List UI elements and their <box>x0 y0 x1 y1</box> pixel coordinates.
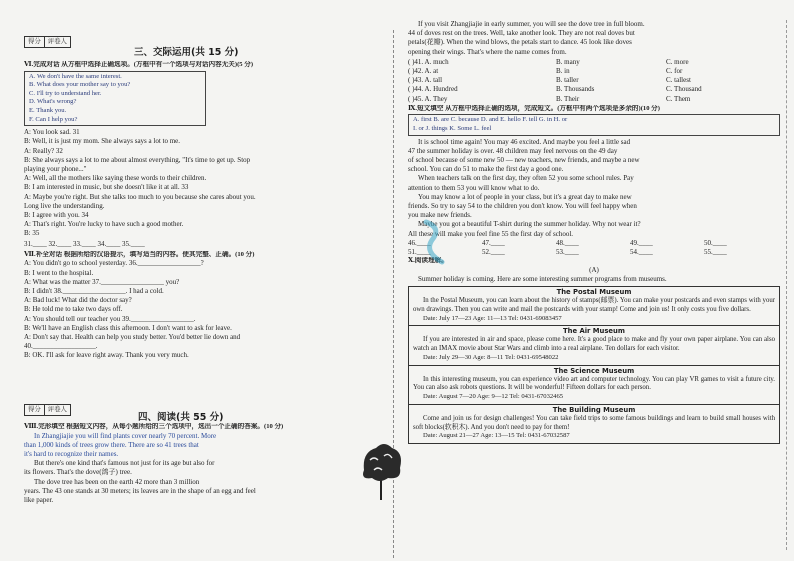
section-3-body <box>24 61 380 361</box>
dialog1-line: A: That's right. You're lucky to have such a good mother. <box>24 220 184 229</box>
dialog2-line: A: You should tell our teacher you 39.__________________. <box>24 314 196 323</box>
choice-row: ( )42. A. at B. in C. for <box>408 67 683 76</box>
museum-air <box>409 326 779 365</box>
score-label: 得分 <box>25 405 45 415</box>
cloze-line: But there's one kind that's famous not just for its age but also for <box>34 459 215 468</box>
option-b: B. What does your mother say to you? <box>29 81 131 89</box>
passage-line: school. You can do 51 to make the first day a good one. <box>408 165 564 174</box>
cloze-cont-line: 44 of doves rest on the trees. Well, take another look. They are not real doves but <box>408 29 635 38</box>
museum-text: In this interesting museum, you can experience video art and computer technology. You can play VR games to visit a future city. You can also ask robots questions. It will be wonderful! Fifteen dollars for each person. <box>413 375 775 392</box>
museum-details: Date: August 21—27 Age: 13—15 Tel: 0431-67032587 <box>423 432 570 440</box>
part10-heading: Ⅹ.阅读理解。 <box>408 257 448 265</box>
cloze-line: years. The 43 one stands at 30 meters; its leaves are in the shape of an egg and feel <box>24 486 256 495</box>
dialog2-line: B: I went to the hospital. <box>24 268 94 277</box>
museum-building <box>409 405 779 443</box>
option-c: C. I'll try to understand her. <box>29 89 102 97</box>
choice-row: ( )41. A. much B. many C. more <box>408 57 689 66</box>
cloze-cont-line: If you visit Zhangjiajie in early summer, you will see the dove tree in full bloom. <box>418 20 645 28</box>
museum-title: The Postal Museum <box>556 288 632 297</box>
cloze-cont-line: opening their wings. That's where the name comes from. <box>408 47 567 56</box>
passage-line: When teachers talk on the first day, they often 52 you some school rules. Pay <box>418 174 634 183</box>
cloze-line: The dove tree has been on the earth 42 more than 3 million <box>34 477 200 486</box>
dove-tree-illustration <box>358 440 404 502</box>
dialog1-line: B: I am interested in music, but she doesn't like it at all. 33 <box>24 183 189 192</box>
museum-text: In the Postal Museum, you can learn about the history of stamps(邮票). You can make your postcards and even stamps with your own drawings. Then you can write and mail the postcards with your stamp! Come and join us! It only costs you five dollars. <box>413 297 775 314</box>
option-e: E. Thank you. <box>29 106 67 114</box>
choice-row: ( )45. A. They B. Their C. Them <box>408 94 691 103</box>
part8-heading: Ⅷ.完形填空 根据短文内容，从每小题所给的三个选项中，选出一个正确的答案。(10 分) <box>24 423 284 430</box>
passage-line: attention to them 53 you will know what to do. <box>408 183 540 192</box>
dialog2-line: B: OK. I'll ask for leave right away. Thank you very much. <box>24 351 189 360</box>
choice-row: ( )43. A. tall B. taller C. tallest <box>408 76 691 85</box>
museum-details: Date: July 29—30 Age: 8—11 Tel: 0431-69548022 <box>423 354 559 362</box>
cloze-line: it's hard to recognize their names. <box>24 450 119 458</box>
passage-line: You may know a lot of people in your class, but it's a great day to make new <box>418 192 632 201</box>
dialog1-line: Long live the understanding. <box>24 201 105 210</box>
passage-line: Maybe you got a beautiful T-shirt during the summer holiday. Why not wear it? <box>418 220 641 229</box>
section-4-body <box>24 423 380 505</box>
museum-text: Come and join us for design challenges! You can take field trips to some famous buildings and learn to build small houses with soft blocks(软积木). And you don't need to pay for them! <box>413 414 775 431</box>
dialog1-line: A: Really? 32 <box>24 146 63 155</box>
passage-line: It is school time again! You may 46 excited. And maybe you feel a little sad <box>418 137 631 146</box>
museum-postal <box>409 287 779 326</box>
museum-title: The Science Museum <box>553 366 635 375</box>
option-d: D. What's wrong? <box>29 98 77 106</box>
passage-line: All these will make you feel fine 55 the first day of school. <box>408 229 574 238</box>
museum-science <box>409 366 779 405</box>
dialog2-line: A: You didn't go to school yesterday. 36.__________________? <box>24 259 204 268</box>
passage-line: friends. So try to say 54 to the children you don't know. You will feel happy when <box>408 202 637 211</box>
museum-text: If you are interested in air and space, please come here. It's a good place to make and fly your own paper airplane. You can also watch an IMAX movie about Star Wars and climb into a real airplane. Ten dollars for each visitor. <box>413 336 775 353</box>
dialog2-line: A: What was the matter 37.__________________ you? <box>24 277 180 286</box>
dialog1-line: A: Maybe you're right. But she talks too much to you because she cares about you. <box>24 192 256 201</box>
grader-label: 评卷人 <box>47 38 67 45</box>
section-3-title: 三、交际运用(共 15 分) <box>134 47 239 58</box>
part6-answer-row: 31.____ 32.____ 33.____ 34.____ 35.____ <box>24 239 145 248</box>
cloze-line: like paper. <box>24 496 54 505</box>
option-a: A. We don't have the same interest. <box>29 72 122 80</box>
dialog2-line: 40.__________________. <box>24 342 98 351</box>
cloze-choices <box>408 58 780 104</box>
dialog2-line: A: Bad luck! What did the doctor say? <box>24 296 132 305</box>
cloze-line: its flowers. That's the dove(鸽子) tree. <box>24 468 132 477</box>
museum-programs-table <box>408 286 780 444</box>
part6-option-box <box>24 71 206 127</box>
binding-line <box>786 20 787 550</box>
section-4-title: 四、阅读(共 55 分) <box>138 412 224 423</box>
watermark-mark <box>422 218 448 266</box>
museum-details: Date: August 7—20 Age: 9—12 Tel: 0431-67032465 <box>423 393 564 401</box>
left-column <box>24 28 380 551</box>
museum-title: The Air Museum <box>563 327 625 336</box>
dialog1-line: B: She always says a lot to me about almost everything, "It's time to get up. Stop <box>24 155 251 164</box>
dialog1-line: playing your phone..." <box>24 164 87 173</box>
dialog2-line: B: I didn't 38.__________________. I had a cold. <box>24 287 164 295</box>
dialog2-line: B: We'll have an English class this afternoon. I don't want to ask for leave. <box>24 323 232 332</box>
word-bank <box>408 114 780 135</box>
part7-heading: Ⅶ.补全对话 根据所给的汉语提示，填写适当的内容。使其完整、正确。(10 分) <box>24 250 255 258</box>
score-label: 得分 <box>25 37 45 47</box>
score-box-1 <box>24 36 71 48</box>
cloze-line: than 1,000 kinds of trees grow there. There are so 41 trees that <box>24 440 199 449</box>
cloze-line: In Zhangjiajie you will find plants cover nearly 70 percent. More <box>34 431 217 440</box>
passage-line: 47 the summer holiday is over. 48 children may feel nervous on the 49 day <box>408 146 618 155</box>
dialog1-line: A: Well, all the mothers like saying these words to their children. <box>24 174 207 183</box>
word-bank-line: I. or J. things K. Some L. feel <box>413 125 492 133</box>
right-column <box>408 20 780 551</box>
dialog2-line: A: Don't say that. Health can help you study better. You'd better lie down and <box>24 333 241 342</box>
score-box-2 <box>24 404 71 416</box>
part6-heading: Ⅵ.完成对话 从方框中选择正确选项。(方框中有一个选项与对话内容无关)(5 分) <box>24 61 254 68</box>
dialog1-line: B: I agree with you. 34 <box>24 210 89 219</box>
dialog1-line: B: 35 <box>24 229 40 238</box>
grader-label: 评卷人 <box>47 406 67 413</box>
museum-title: The Building Museum <box>552 405 636 414</box>
option-f: F. Can I help you? <box>29 115 78 123</box>
cloze-cont-line: petals(花瓣). When the wind blows, the petals start to dance. 45 look like doves <box>408 38 632 47</box>
dialog1-line: A: You look sad. 31 <box>24 128 80 137</box>
passage-line: of school because of some new 50 — new teachers, new friends, and maybe a new <box>408 156 640 165</box>
passage-line: you make new friends. <box>408 211 472 220</box>
word-bank-line: A. first B. are C. because D. and E. hello F. tell G. in H. or <box>413 116 568 124</box>
reading-intro: Summer holiday is coming. Here are some interesting summer programs from museums. <box>418 275 667 284</box>
museum-details: Date: July 17—23 Age: 11—13 Tel: 0431-69083457 <box>423 314 562 322</box>
dialog1-line: B: Well, it is just my mom. She always says a lot to me. <box>24 137 181 146</box>
choice-row: ( )44. A. Hundred B. Thousands C. Thousand <box>408 85 702 94</box>
dialog2-line: B: He told me to take two days off. <box>24 305 123 314</box>
part9-heading: Ⅸ.短文填空 从方框中选择正确的选项，完成短文。(方框中有两个选项是多余的)(10 分) <box>408 104 660 112</box>
answer-row-2: 51.____ 52.____ 53.____ 54.____ 55.____ <box>408 248 727 257</box>
passage-a-label: (A) <box>589 265 599 274</box>
answer-row-1: 46.____ 47.____ 48.____ 49.____ 50.____ <box>408 238 727 247</box>
